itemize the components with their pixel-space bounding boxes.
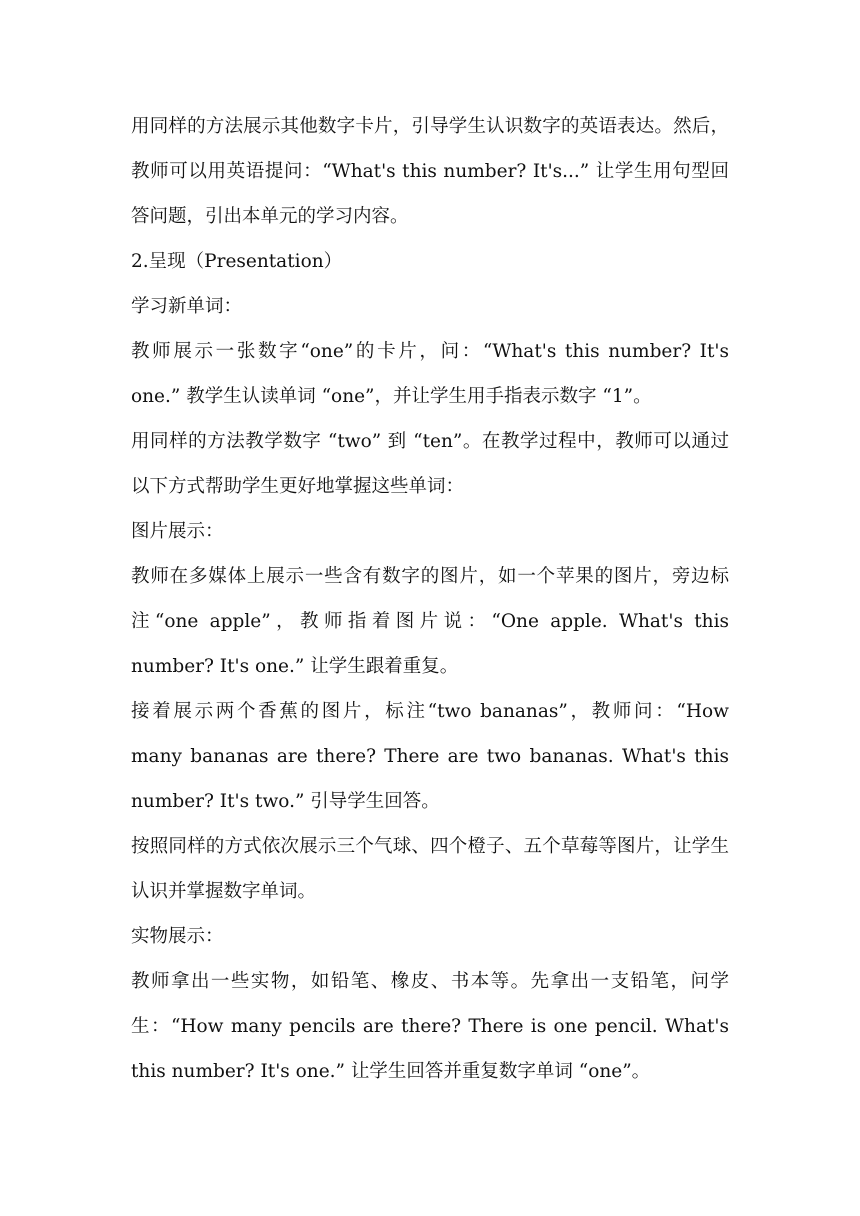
paragraph-teach-one: 教师展示一张数字“one”的卡片，问：“What's this number? It's one.” 教学生认读单词 “one”，并让学生用手指表示数字 “1”。 bbox=[131, 341, 729, 407]
subheading-learn-new-words: 学习新单词： bbox=[131, 296, 243, 317]
subheading-object-display: 实物展示： bbox=[131, 926, 224, 947]
paragraph-more-pictures: 按照同样的方式依次展示三个气球、四个橙子、五个草莓等图片，让学生认识并掌握数字单词。 bbox=[131, 836, 729, 902]
paragraph-pencil-object: 教师拿出一些实物，如铅笔、橡皮、书本等。先拿出一支铅笔，问学生：“How many pencils are there? There is one pencil. What's this number? It's one.” 让学生回答并重复数字单词 “one”。 bbox=[131, 971, 729, 1082]
section-heading-presentation: 2.呈现（Presentation） bbox=[131, 251, 343, 272]
paragraph-teach-two-to-ten: 用同样的方法教学数字 “two” 到 “ten”。在教学过程中，教师可以通过以下方式帮助学生更好地掌握这些单词： bbox=[131, 431, 729, 497]
document-body bbox=[131, 104, 729, 1094]
paragraph-apple-picture: 教师在多媒体上展示一些含有数字的图片，如一个苹果的图片，旁边标注“one apple”，教师指着图片说：“One apple. What's this number? It's one.” 让学生跟着重复。 bbox=[131, 566, 729, 677]
paragraph-banana-picture: 接着展示两个香蕉的图片，标注“two bananas”，教师问：“How many bananas are there? There are two bananas. What's this number? It's two.” 引导学生回答。 bbox=[131, 701, 729, 812]
paragraph-intro-continuation: 用同样的方法展示其他数字卡片，引导学生认识数字的英语表达。然后，教师可以用英语提问：“What's this number? It's...” 让学生用句型回答问题，引出本单元的学习内容。 bbox=[131, 116, 729, 227]
subheading-picture-display: 图片展示： bbox=[131, 521, 224, 542]
